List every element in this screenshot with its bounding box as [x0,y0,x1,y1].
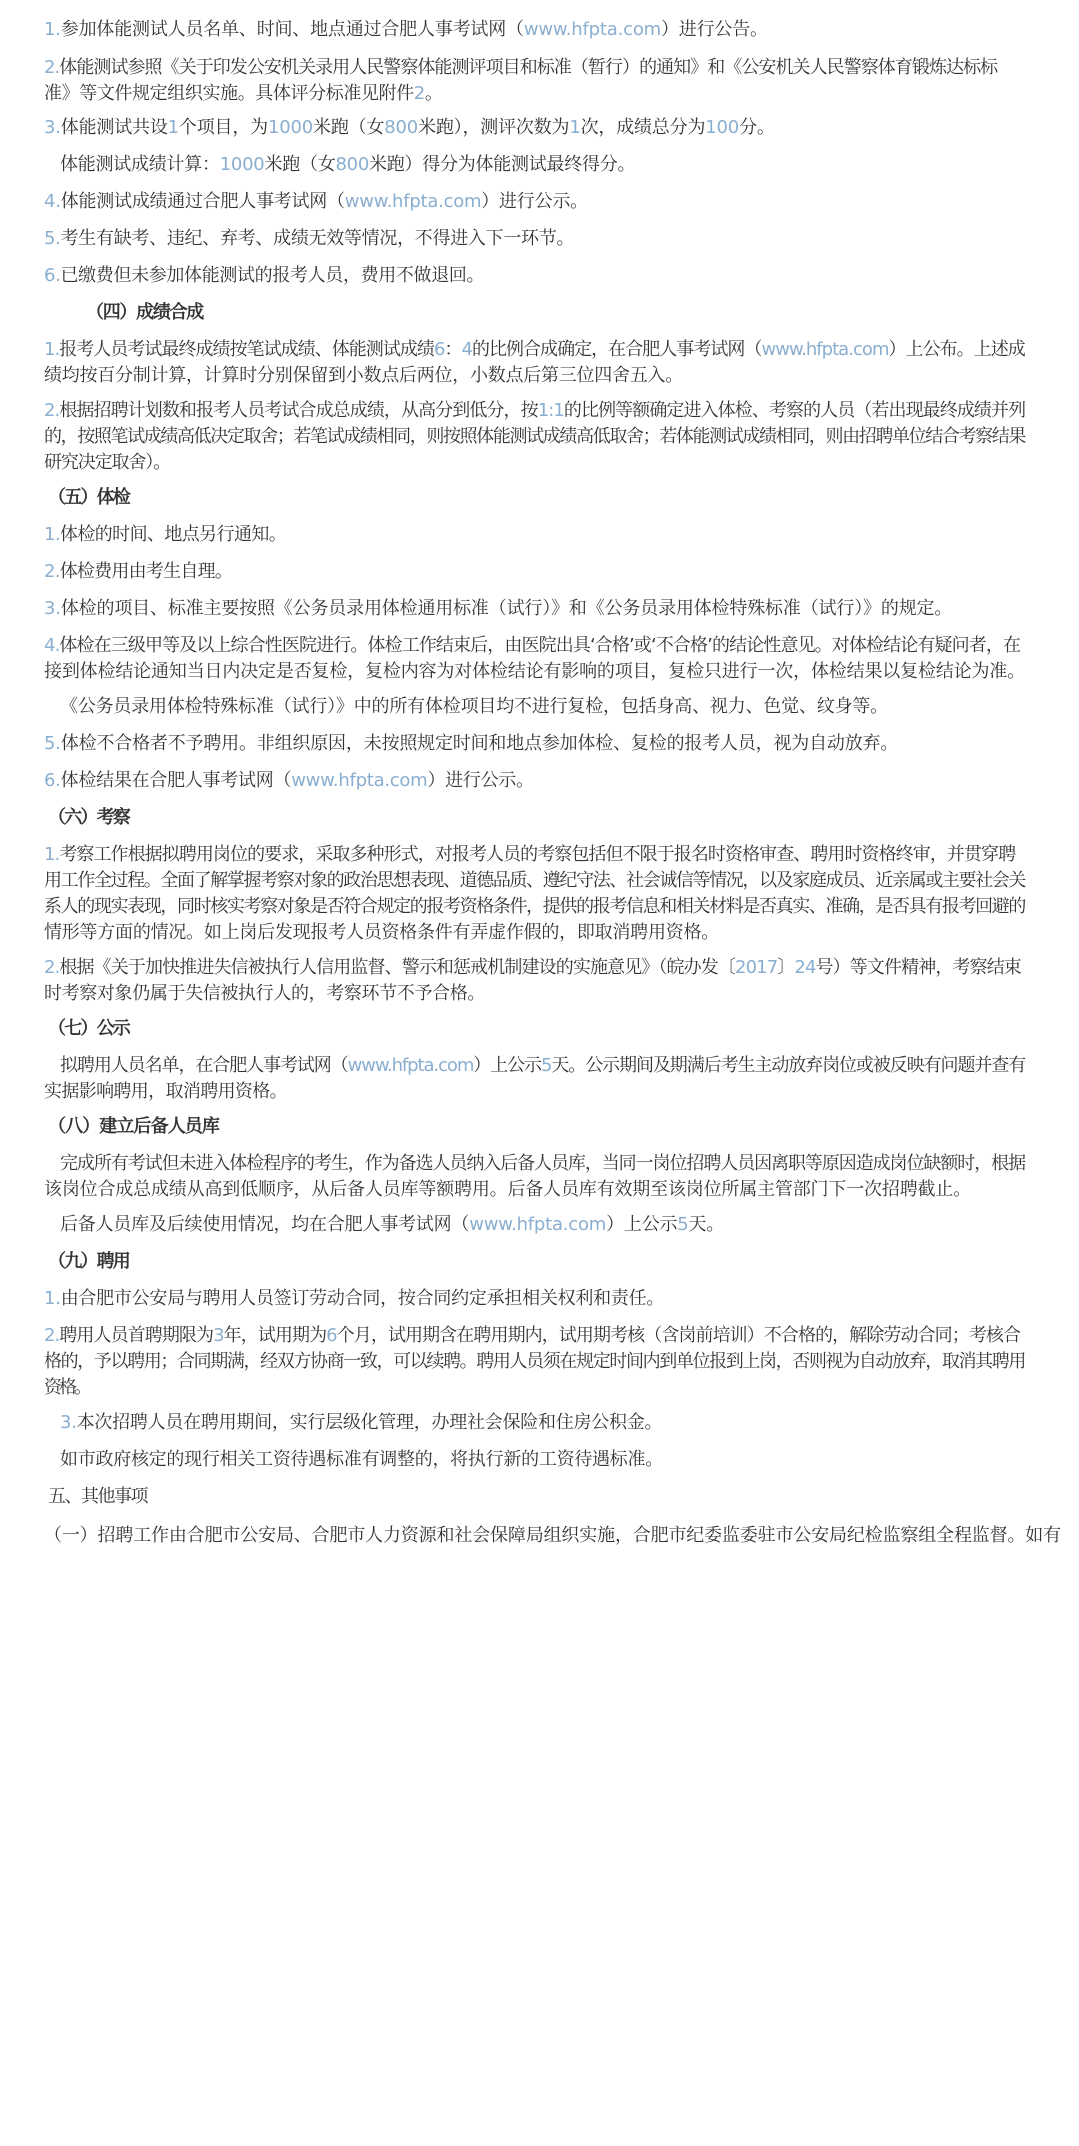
body-text: 完成所有考试但未进入体检程序的考生，作为备选人员纳入后备人员库，当同一岗位招聘人员因离职等原因造成岗位缺额时，根据 [60,1153,1025,1174]
body-text: 根据《关于加快推进失信被执行人信用监督、警示和惩戒机制建设的实施意见》（皖办发〔 [59,957,735,978]
body-text: 如市政府核定的现行相关工资待遇标准有调整的，将执行新的工资待遇标准。 [60,1449,663,1470]
paragraph-line [48,1485,1079,1509]
paragraph-line [60,1448,1079,1472]
section-heading [48,486,1079,510]
paragraph-line [44,1524,1079,1548]
body-text: 资格。 [44,1377,89,1398]
numeral-text: 4. [44,191,61,212]
body-text: 五、其他事项 [48,1486,147,1507]
numeral-text: 800 [335,154,370,175]
body-text: 研究决定取舍）。 [44,452,170,473]
body-text: 《公务员录用体检特殊标准（试行）》中的所有体检项目均不进行复检，包括身高、视力、色觉、纹身等。 [60,696,888,717]
numeral-text: 3 [213,1325,224,1346]
body-text: ： [444,339,462,360]
section-heading [48,806,1079,830]
numeral-text: www.hfpta.com [523,19,661,40]
body-text: 由合肥市公安局与聘用人员签订劳动合同，按合同约定承担相关权利和责任。 [60,1288,665,1309]
body-text: 根据招聘计划数和报考人员考试合成总成绩，从高分到低分，按 [59,400,538,421]
body-text: 体检结果在合肥人事考试网（ [60,770,292,791]
body-text: （六）考察 [48,807,129,828]
numeral-text: 1:1 [537,400,564,421]
paragraph-line [44,451,1079,475]
numeral-text: 5 [677,1214,689,1235]
numeral-text: 3. [44,117,61,138]
numeral-text: 5. [44,228,61,249]
paragraph-line [44,364,1079,388]
numeral-text: 1. [44,524,60,545]
paragraph-line [44,560,1079,584]
body-text: 米跑（女 [313,117,385,138]
paragraph-line [44,56,1079,80]
paragraph-line [44,869,1079,893]
section-heading [48,1017,1079,1041]
paragraph-line [60,1152,1079,1176]
numeral-text: 5. [44,733,61,754]
numeral-text: 6 [433,339,445,360]
body-text: 报考人员考试最终成绩按笔试成绩、体能测试成绩 [59,339,434,360]
body-text: 实据影响聘用，取消聘用资格。 [44,1081,287,1102]
paragraph-line [44,82,1079,106]
numeral-text: 2. [44,57,60,78]
numeral-text: 1000 [267,117,314,138]
numeral-text: 2. [44,400,60,421]
paragraph-line [44,843,1079,867]
paragraph-line [44,732,1079,756]
paragraph-line [44,1324,1079,1348]
paragraph-line [44,338,1079,362]
body-text: 体检在三级甲等及以上综合性医院进行。体检工作结束后，由医院出具‘合格’或‘不合格’的结论性意见。对体检结论有疑问者，在 [59,635,1021,656]
body-text: 米跑），测评次数为 [418,117,570,138]
body-text: 绩均按百分制计算，计算时分别保留到小数点后两位，小数点后第三位四舍五入。 [44,365,683,386]
body-text: 考察工作根据拟聘用岗位的要求，采取多种形式，对报考人员的考察包括但不限于报名时资格审查、聘用时资格终审，并贯穿聘 [59,844,1016,865]
body-text: 后备人员库及后续使用情况，均在合肥人事考试网（ [60,1214,470,1235]
paragraph-line [44,1178,1079,1202]
paragraph-line [44,116,1079,140]
body-text: 该岗位合成总成绩从高到低顺序，从后备人员库等额聘用。后备人员库有效期至该岗位所属主管部门下一次招聘截止。 [44,1179,971,1200]
body-text: 体能测试成绩通过合肥人事考试网（ [60,191,345,212]
numeral-text: www.hfpta.com [469,1214,607,1235]
numeral-text: www.hfpta.com [344,191,482,212]
paragraph-line [60,695,1079,719]
body-text: 米跑）得分为体能测试最终得分。 [369,154,636,175]
numeral-text: www.hfpta.com [347,1055,474,1076]
numeral-text: 4 [461,339,472,360]
body-text: 拟聘用人员名单，在合肥人事考试网（ [60,1055,348,1076]
paragraph-line [44,956,1079,980]
body-text: ）进行公示。 [427,770,534,791]
body-text: 天。 [688,1214,725,1235]
paragraph-line [44,769,1079,793]
paragraph-line [44,1287,1079,1311]
body-text: 系人的现实表现，同时核实考察对象是否符合规定的报考资格条件，提供的报考信息和相关材料是否真实、准确，是否具有报考回避的 [44,896,1025,917]
paragraph-line [44,264,1079,288]
body-text: ）进行公告。 [661,19,768,40]
paragraph-line [44,227,1079,251]
paragraph-line [44,597,1079,621]
body-text: （五）体检 [48,487,129,508]
body-text: （四）成绩合成 [86,302,203,323]
paragraph-line [44,634,1079,658]
numeral-text: 3. [60,1412,77,1433]
body-text: 分。 [739,117,775,138]
paragraph-line [44,190,1079,214]
numeral-text: 24 [794,957,816,978]
body-text: 的，按照笔试成绩高低决定取舍；若笔试成绩相同，则按照体能测试成绩高低取舍；若体能测试成绩相同，则由招聘单位结合考察结果 [44,426,1025,447]
numeral-text: 6 [326,1325,337,1346]
body-text: 天。公示期间及期满后考生主动放弃岗位或被反映有问题并查有 [551,1055,1026,1076]
body-text: 的比例等额确定进入体检、考察的人员（若出现最终成绩并列 [563,400,1026,421]
body-text: 本次招聘人员在聘用期间，实行层级化管理，办理社会保险和住房公积金。 [76,1412,663,1433]
paragraph-line [60,153,1079,177]
numeral-text: 4. [44,635,60,656]
body-text: 情形等方面的情况。如上岗后发现报考人员资格条件有弄虚作假的，即取消聘用资格。 [44,922,719,943]
body-text: 体能测试共设 [60,117,168,138]
numeral-text: 1 [167,117,179,138]
body-text: ）上公示 [606,1214,678,1235]
paragraph-line [44,425,1079,449]
numeral-text: 5 [540,1055,552,1076]
body-text: 格的，予以聘用；合同期满，经双方协商一致，可以续聘。聘用人员须在规定时间内到单位报到上岗，否则视为自动放弃，取消其聘用 [44,1351,1025,1372]
body-text: 个项目，为 [178,117,268,138]
body-text: （七）公示 [48,1018,129,1039]
numeral-text: 1000 [219,154,265,175]
paragraph-line [44,1080,1079,1104]
numeral-text: 100 [705,117,740,138]
body-text: 考生有缺考、违纪、弃考、成绩无效等情况，不得进入下一环节。 [60,228,575,249]
numeral-text: 2017 [735,957,778,978]
body-text: （一）招聘工作由合肥市公安局、合肥市人力资源和社会保障局组织实施，合肥市纪委监委驻市公安局纪检监察组全程监督。如有 [44,1525,1061,1546]
numeral-text: 2 [413,83,425,104]
numeral-text: 1. [44,844,60,865]
paragraph-line [44,523,1079,547]
body-text: 聘用人员首聘期限为 [59,1325,214,1346]
paragraph-line [44,982,1079,1006]
body-text: （九）聘用 [48,1251,129,1272]
body-text: 号）等文件精神，考察结束 [815,957,1021,978]
body-text: ）上公示 [473,1055,541,1076]
paragraph-line [60,1411,1079,1435]
section-heading [48,1115,1079,1139]
body-text: （八）建立后备人员库 [48,1116,219,1137]
body-text: 参加体能测试人员名单、时间、地点通过合肥人事考试网（ [60,19,524,40]
numeral-text: www.hfpta.com [291,770,428,791]
numeral-text: 6. [44,265,61,286]
numeral-text: 6. [44,770,61,791]
body-text: 年，试用期为 [223,1325,327,1346]
numeral-text: 2. [44,561,60,582]
body-text: ）进行公示。 [481,191,588,212]
numeral-text: www.hfpta.com [761,339,889,360]
body-text: 准》等文件规定组织实施。具体评分标准见附件 [44,83,414,104]
body-text: 用工作全过程。全面了解掌握考察对象的政治思想表现、道德品质、遵纪守法、社会诚信等情况，以及家庭成员、近亲属或主要社会关 [44,870,1025,891]
body-text: 接到体检结论通知当日内决定是否复检，复检内容为对体检结论有影响的项目，复检只进行一次，体检结果以复检结论为准。 [44,661,1025,682]
numeral-text: 2. [44,1325,60,1346]
numeral-text: 800 [384,117,419,138]
section-heading [86,301,1079,325]
body-text: 个月，试用期含在聘用期内，试用期考核（含岗前培训）不合格的，解除劳动合同；考核合 [336,1325,1021,1346]
numeral-text: 2. [44,957,60,978]
paragraph-line [60,1213,1079,1237]
numeral-text: 3. [44,598,61,619]
paragraph-line [44,1376,1079,1400]
body-text: 体检的项目、标准主要按照《公务员录用体检通用标准（试行）》和《公务员录用体检特殊标准（试行）》的规定。 [60,598,953,619]
numeral-text: 1 [569,117,581,138]
body-text: 米跑（女 [264,154,336,175]
paragraph-line [60,1054,1079,1078]
body-text: 已缴费但未参加体能测试的报考人员，费用不做退回。 [60,265,485,286]
body-text: 体能测试成绩计算： [60,154,220,175]
section-heading [48,1250,1079,1274]
paragraph-line [44,18,1079,42]
numeral-text: 1. [44,19,61,40]
numeral-text: 1. [44,1288,61,1309]
body-text: 体检的时间、地点另行通知。 [59,524,287,545]
body-text: 体能测试参照《关于印发公安机关录用人民警察体能测评项目和标准（暂行）的通知》和《公安机关人民警察体育锻炼达标标 [59,57,998,78]
paragraph-line [44,1350,1079,1374]
paragraph-line [44,660,1079,684]
body-text: 的比例合成确定，在合肥人事考试网（ [471,339,762,360]
body-text: 次，成绩总分为 [580,117,706,138]
body-text: 时考察对象仍属于失信被执行人的，考察环节不予合格。 [44,983,485,1004]
paragraph-line [44,921,1079,945]
body-text: 体检不合格者不予聘用。非组织原因，未按照规定时间和地点参加体检、复检的报考人员，视为自动放弃。 [60,733,899,754]
paragraph-line [44,399,1079,423]
body-text: 。 [424,83,443,104]
body-text: ）上公布。上述成 [888,339,1025,360]
body-text: 体检费用由考生自理。 [59,561,233,582]
body-text: 〕 [777,957,795,978]
numeral-text: 1. [44,339,60,360]
paragraph-line [44,895,1079,919]
